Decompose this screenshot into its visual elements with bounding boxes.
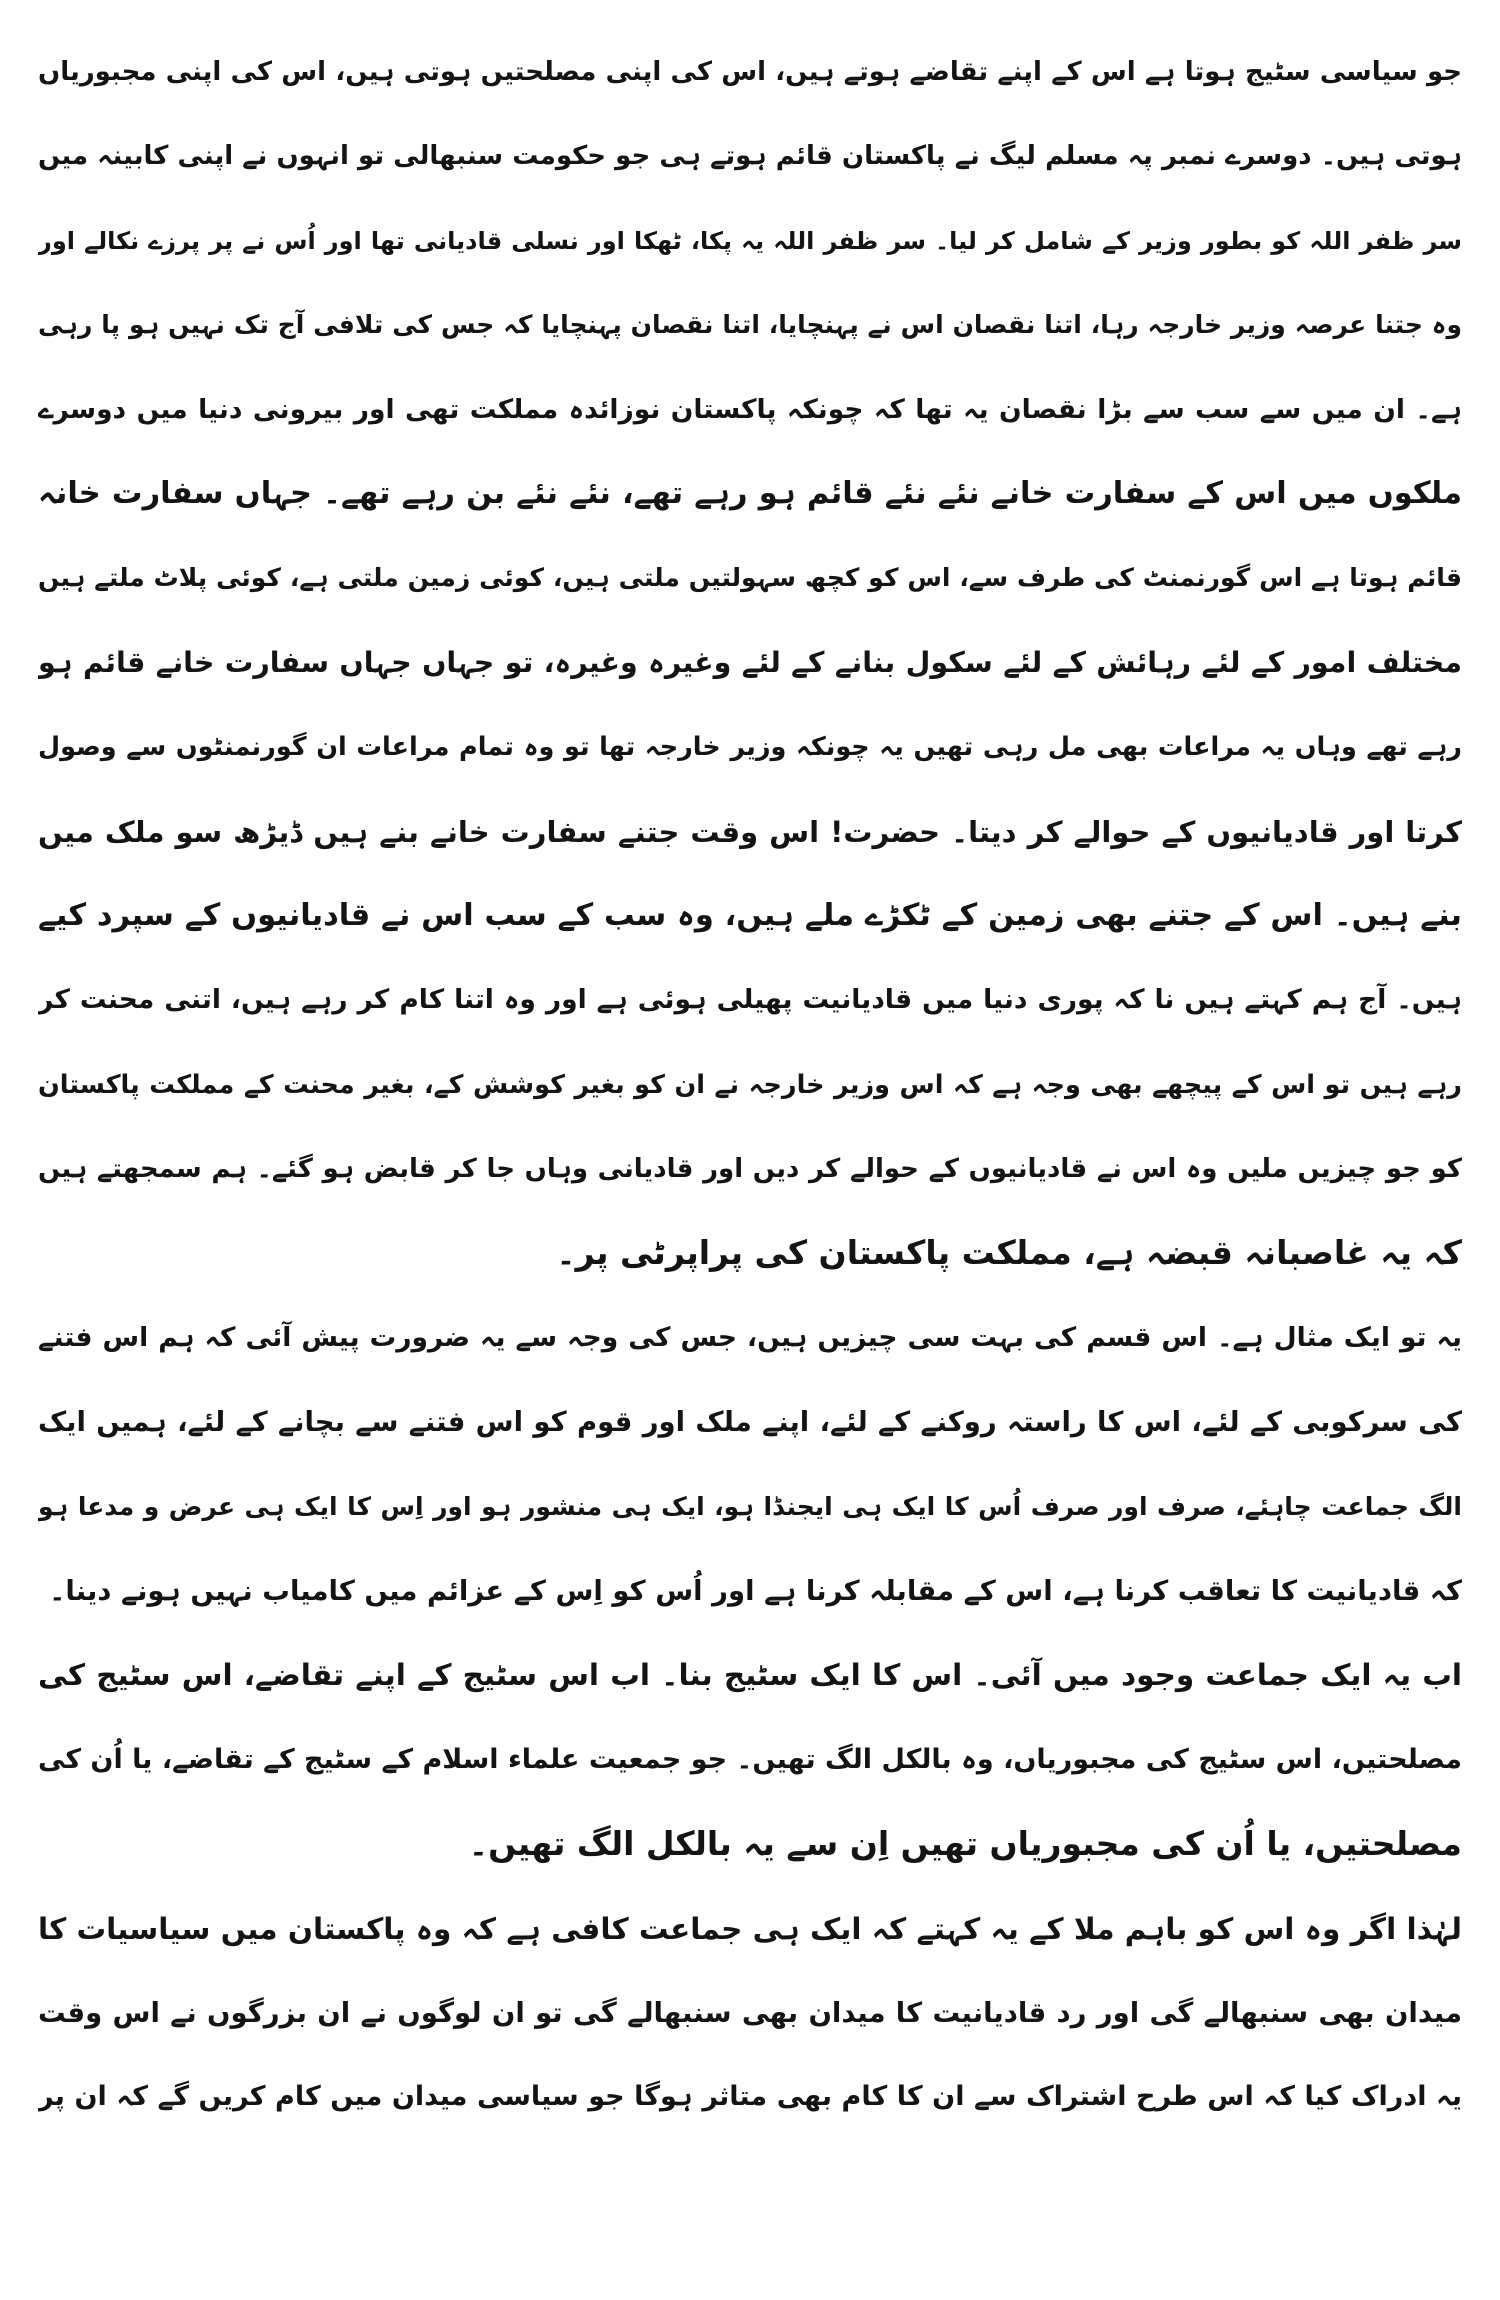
text-line: مصلحتیں، یا اُن کی مجبوریاں تھیں اِن سے یہ بالکل الگ تھیں۔ — [468, 1824, 1462, 1864]
paragraph-conclusion — [38, 1887, 1462, 2140]
text-line: بنے ہیں۔ اس کے جتنے بھی زمین کے ٹکڑے ملے ہیں، وہ سب کے سب اس نے قادیانیوں کے سپرد کیے — [38, 897, 1462, 933]
text-line: یہ ادراک کیا کہ اس طرح اشتراک سے ان کا کام بھی متاثر ہوگا جو سیاسی میدان میں کام کریں گے کہ ان پر — [38, 2081, 1462, 2113]
text-line: رہے ہیں تو اس کے پیچھے بھی وجہ ہے کہ اس وزیر خارجہ نے ان کو بغیر کوشش کے، بغیر محنت کے مملکت پاکستان — [38, 1069, 1462, 1100]
text-line: مصلحتیں، اس سٹیج کی مجبوریاں، وہ بالکل الگ تھیں۔ جو جمعیت علماء اسلام کے سٹیج کے تقاضے، یا اُن کی — [38, 1743, 1462, 1775]
text-line: جو سیاسی سٹیج ہوتا ہے اس کے اپنے تقاضے ہوتے ہیں، اس کی اپنی مصلحتیں ہوتی ہیں، اس کی اپنی مجبوریاں — [38, 57, 1462, 87]
text-line: اب یہ ایک جماعت وجود میں آئی۔ اس کا ایک سٹیج بنا۔ اب اس سٹیج کے اپنے تقاضے، اس سٹیج کی — [38, 1658, 1462, 1693]
paragraph-zafarullah — [38, 30, 1462, 1296]
text-line: قائم ہوتا ہے اس گورنمنٹ کی طرف سے، اس کو کچھ سہولتیں ملتی ہیں، کوئی زمین ملتی ہے، کوئی پلاٹ ملتے ہیں — [38, 563, 1462, 593]
text-line: رہے تھے وہاں یہ مراعات بھی مل رہی تھیں یہ چونکہ وزیر خارجہ تھا تو وہ تمام مراعات ان گورنمنٹوں سے وصول — [38, 732, 1462, 763]
text-line: لہٰذا اگر وہ اس کو باہم ملا کے یہ کہتے کہ ایک ہی جماعت کافی ہے کہ وہ پاکستان میں سیاسیات کا — [38, 1911, 1462, 1946]
text-line: الگ جماعت چاہئے، صرف اور صرف اُس کا ایک ہی ایجنڈا ہو، ایک ہی منشور ہو اور اِس کا ایک ہی عرض و مدعا ہو — [38, 1491, 1462, 1521]
paragraph-example — [38, 1296, 1462, 1634]
text-line: کرتا اور قادیانیوں کے حوالے کر دیتا۔ حضرت! اس وقت جتنے سفارت خانے بنے ہیں ڈیڑھ سو ملک میں — [38, 814, 1462, 849]
text-line: وہ جتنا عرصہ وزیر خارجہ رہا، اتنا نقصان اس نے پہنچایا، اتنا نقصان پہنچایا کہ جس کی تلافی آج تک نہیں ہو پا رہی — [38, 310, 1462, 340]
text-line: سر ظفر اللہ کو بطور وزیر کے شامل کر لیا۔ سر ظفر اللہ یہ پکا، ٹھکا اور نسلی قادیانی تھا اور اُس نے پر پرزے نکالے اور — [38, 226, 1462, 255]
text-line: کی سرکوبی کے لئے، اس کا راستہ روکنے کے لئے، اپنے ملک اور قوم کو اس فتنے سے بچانے کے لئے، ہمیں ایک — [38, 1406, 1462, 1439]
text-line: مختلف امور کے لئے رہائش کے لئے سکول بنانے کے لئے وغیرہ وغیرہ، تو جہاں جہاں سفارت خانے قائم ہو — [38, 645, 1462, 679]
text-line: یہ تو ایک مثال ہے۔ اس قسم کی بہت سی چیزیں ہیں، جس کی وجہ سے یہ ضرورت پیش آئی کہ ہم اس فتنے — [38, 1321, 1462, 1353]
text-line: ملکوں میں اس کے سفارت خانے نئے نئے قائم ہو رہے تھے، نئے نئے بن رہے تھے۔ جہاں سفارت خانہ — [38, 475, 1462, 511]
text-line: ہیں۔ آج ہم کہتے ہیں نا کہ پوری دنیا میں قادیانیت پھیلی ہوئی ہے اور وہ اتنا کام کر رہے ہیں، اتنی محنت کر — [38, 984, 1462, 1016]
paragraph-new-jamaat — [38, 1633, 1462, 1886]
text-line: کہ قادیانیت کا تعاقب کرنا ہے، اس کے مقابلہ کرنا ہے اور اُس کو اِس کے عزائم میں کامیاب نہیں ہونے دینا۔ — [49, 1575, 1462, 1608]
text-line: میدان بھی سنبھالے گی اور رد قادیانیت کا میدان بھی سنبھالے گی تو ان لوگوں نے ان بزرگوں نے اس وقت — [38, 1996, 1462, 2029]
document-page — [38, 30, 1462, 2280]
text-line: ہوتی ہیں۔ دوسرے نمبر پہ مسلم لیگ نے پاکستان قائم ہوتے ہی جو حکومت سنبھالی تو انہوں نے اپنی کابینہ میں — [38, 141, 1462, 172]
text-line: کہ یہ غاصبانہ قبضہ ہے، مملکت پاکستان کی پراپرٹی پر۔ — [556, 1233, 1462, 1273]
text-line: کو جو چیزیں ملیں وہ اس نے قادیانیوں کے حوالے کر دیں اور قادیانی وہاں جا کر قابض ہو گئے۔ ہم سمجھتے ہیں — [38, 1154, 1462, 1185]
text-line: ہے۔ ان میں سے سب سے بڑا نقصان یہ تھا کہ چونکہ پاکستان نوزائدہ مملکت تھی اور بیرونی دنیا میں دوسرے — [38, 393, 1462, 425]
